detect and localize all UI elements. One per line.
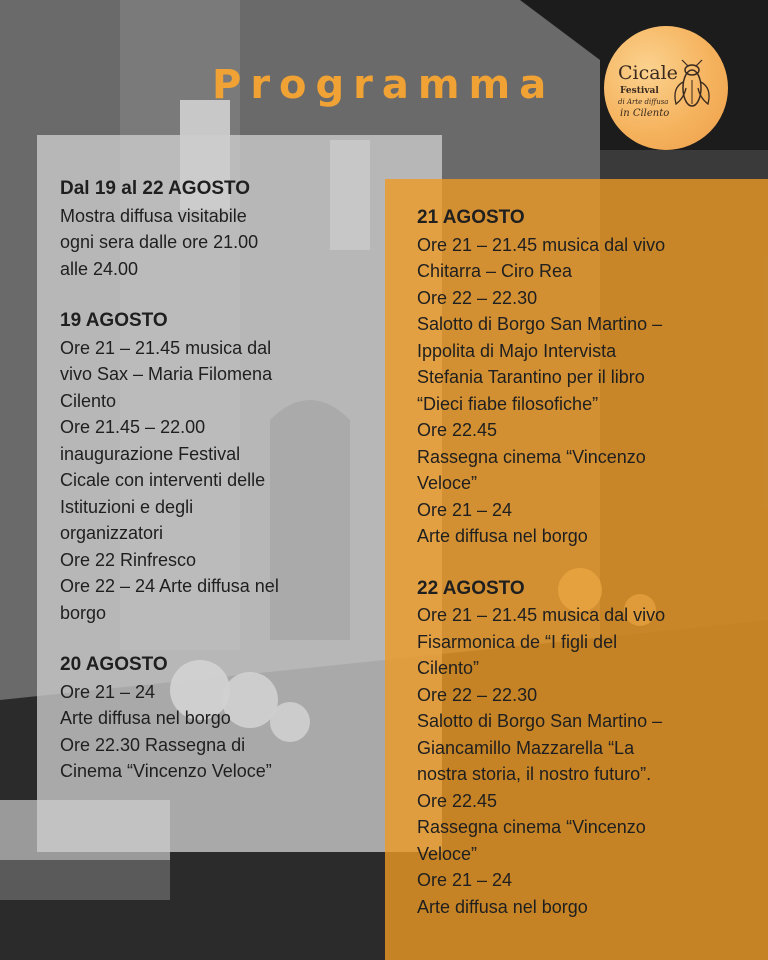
schedule-date-heading: Dal 19 al 22 AGOSTO — [60, 178, 251, 199]
schedule-date-heading: 19 AGOSTO — [60, 310, 168, 331]
schedule-line: Stefania Tarantino per il libro — [417, 367, 645, 387]
schedule-line: Ore 21 – 21.45 musica dal vivo — [417, 605, 666, 625]
schedule-line: Giancamillo Mazzarella “La — [417, 737, 635, 758]
schedule-line: Ore 22 – 22.30 — [417, 684, 538, 705]
schedule-line: Ore 22 – 24 Arte diffusa nel — [60, 576, 279, 596]
schedule-line: Veloce” — [417, 473, 478, 493]
schedule-line: Arte diffusa nel borgo — [417, 526, 588, 546]
page-title: Programma — [212, 62, 556, 108]
festival-logo — [604, 26, 728, 150]
schedule-line: nostra storia, il nostro futuro”. — [417, 764, 652, 784]
schedule-line: Rassegna cinema “Vincenzo — [417, 446, 646, 467]
schedule-line: borgo — [60, 602, 107, 623]
schedule-line: Istituzioni e degli — [60, 496, 194, 517]
cicada-icon — [670, 58, 714, 114]
schedule-block — [60, 652, 430, 785]
schedule-line: Ore 22.45 — [417, 790, 498, 811]
schedule-line: Ore 21 – 24 — [417, 870, 513, 890]
logo-line3: in Cilento — [620, 108, 670, 119]
schedule-line: Chitarra – Ciro Rea — [417, 261, 573, 281]
schedule-line: “Dieci fiabe filosofiche” — [417, 393, 599, 414]
logo-name: Cicale — [618, 62, 678, 84]
schedule-line: Ore 21 – 24 — [417, 499, 513, 520]
schedule-line: ogni sera dalle ore 21.00 — [60, 232, 259, 252]
logo-line2: di Arte diffusa — [618, 98, 669, 106]
schedule-line: Mostra diffusa visitabile — [60, 205, 247, 226]
schedule-line: Arte diffusa nel borgo — [417, 896, 588, 917]
schedule-line: inaugurazione Festival — [60, 443, 241, 464]
schedule-line: Ore 21.45 – 22.00 — [60, 417, 206, 437]
schedule-line: organizzatori — [60, 523, 164, 543]
schedule-line: Ore 21 – 21.45 musica dal vivo — [417, 234, 666, 255]
schedule-line: Ippolita di Majo Intervista — [417, 340, 617, 361]
schedule-date-heading: 22 AGOSTO — [417, 577, 525, 599]
schedule-line: Ore 22 Rinfresco — [60, 549, 197, 570]
schedule-line: Arte diffusa nel borgo — [60, 708, 231, 728]
schedule-block — [417, 205, 763, 550]
schedule-line: Cicale con interventi delle — [60, 470, 266, 490]
schedule-line: Fisarmonica de “I figli del — [417, 631, 618, 652]
schedule-line: Salotto di Borgo San Martino – — [417, 711, 663, 731]
schedule-date-heading: 20 AGOSTO — [60, 654, 168, 675]
schedule-block — [60, 176, 430, 282]
schedule-line: Ore 21 – 24 — [60, 681, 156, 702]
schedule-line: Cilento” — [417, 658, 480, 678]
schedule-line: alle 24.00 — [60, 258, 139, 279]
schedule-block — [417, 576, 763, 921]
schedule-date-heading: 21 AGOSTO — [417, 207, 525, 228]
right-column — [417, 205, 763, 946]
schedule-line: Veloce” — [417, 843, 478, 864]
schedule-line: Ore 22.45 — [417, 420, 498, 440]
schedule-line: Salotto di Borgo San Martino – — [417, 314, 663, 334]
schedule-line: Ore 21 – 21.45 musica dal — [60, 337, 272, 358]
schedule-line: Ore 22 – 22.30 — [417, 287, 538, 308]
schedule-line: Rassegna cinema “Vincenzo — [417, 817, 646, 837]
schedule-line: vivo Sax – Maria Filomena — [60, 364, 273, 384]
schedule-line: Ore 22.30 Rassegna di — [60, 734, 246, 755]
schedule-line: Cinema “Vincenzo Veloce” — [60, 761, 272, 781]
left-column — [60, 176, 430, 811]
schedule-block — [60, 308, 430, 626]
logo-line1: Festival — [620, 86, 659, 96]
schedule-line: Cilento — [60, 390, 117, 411]
